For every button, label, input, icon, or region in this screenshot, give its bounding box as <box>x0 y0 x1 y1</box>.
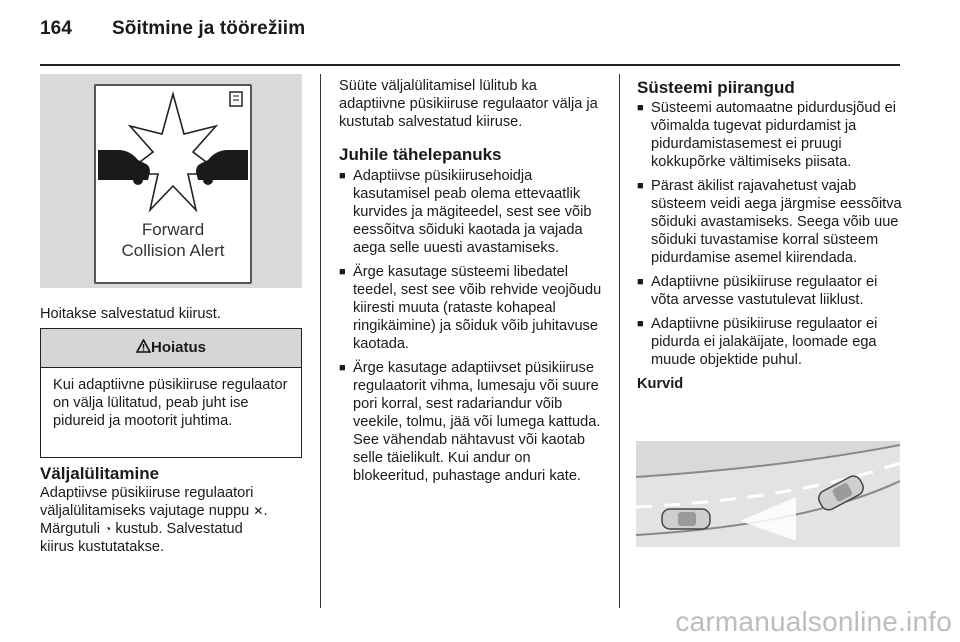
page-title: Sõitmine ja töörežiim <box>112 18 306 39</box>
column-2 <box>339 77 607 491</box>
car-right-icon <box>196 150 248 180</box>
limitations-list <box>637 99 905 369</box>
list-item: ■ Adaptiivne püsikiiruse regulaator ei pidurda ei jalakäijate, loomade ega muude objektide puhul. <box>637 315 905 369</box>
caption <box>40 305 310 323</box>
driver-notes-heading: Juhile tähelepanuks <box>339 145 502 164</box>
forward-collision-alert-figure <box>40 74 302 288</box>
alert-line-1: Forward <box>141 220 205 239</box>
caption-text: Hoitakse salvestatud kiirust. <box>40 306 221 322</box>
section-line: Märgutuli ◔ kustub. Salvestatud <box>40 521 243 537</box>
list-item: ■ Adaptiivse püsikiirusehoidja kasutamisel peab olema ettevaatlik kurvides ja mägiteedel, sest see võib eessõitva sõiduki kaotada ja vajada aega selle uuesti avastamiseks. <box>339 167 607 257</box>
section-line: kiirus kustutatakse. <box>40 539 165 555</box>
book-icon <box>230 92 242 106</box>
impact-star-icon <box>124 94 222 210</box>
warning-box <box>40 328 302 458</box>
page-number: 164 <box>40 18 73 39</box>
warning-text: Kui adaptiivne püsikiiruse regulaator on välja lülitatud, peab juht ise pidureid ja mootorit juhtima. <box>53 377 288 429</box>
section-line: Adaptiivse püsikiiruse regulaatori <box>40 485 254 501</box>
cruise-lamp-icon: ◔ <box>104 522 112 536</box>
column-divider <box>619 74 620 608</box>
alert-display <box>94 84 252 284</box>
alert-line-2: Collision Alert <box>121 241 225 260</box>
limitations-heading: Süsteemi piirangud <box>637 78 795 97</box>
list-item: ■ Ärge kasutage adaptiivset püsikiiruse regulaatorit vihma, lumesaju või suure pori korral, sest radariandur võib veekile, tolmu, jää või lumega kattuda. See vähendab nähtavust või kaotab selle täielikult. Kui andur on blokeeritud, puhastage anduri kate. <box>339 359 607 485</box>
list-item: ■ Ärge kasutage süsteemi libedatel teedel, sest see võib rehvide veojõudu kiiresti muuta (rataste kohapeal ringikäimine) ja sõiduk võib juhitavuse kaotada. <box>339 263 607 353</box>
cruise-cancel-icon: ✕ <box>253 504 264 518</box>
own-car-icon <box>662 509 710 529</box>
footer-watermark: carmanualsonline.info <box>675 606 952 637</box>
intro-text: Süüte väljalülitamisel lülitub ka adaptiivne püsikiiruse regulaator välja ja kustutab salvestatud kiiruse. <box>339 78 598 130</box>
list-item: ■ Adaptiivne püsikiiruse regulaator ei võta arvesse vastutulevat liiklust. <box>637 273 905 309</box>
column-3 <box>637 78 905 393</box>
section-deactivation <box>40 464 315 556</box>
list-item: ■ Pärast äkilist rajavahetust vajab süsteem veidi aega järgmise eessõitva sõiduki avastamiseks. Seega võib uue sõiduki tuvastamise korral süsteem pidurdamise asemel kiirendada. <box>637 177 905 267</box>
section-title: Väljalülitamine <box>40 464 160 483</box>
warning-header <box>41 329 301 368</box>
column-divider <box>320 74 321 608</box>
list-item: ■ Süsteemi automaatne pidurdusjõud ei võimalda tugevat pidurdamist ja pidurdamistasemest ei pruugi kokkupõrke vältimiseks piisata. <box>637 99 905 171</box>
curves-figure <box>636 441 900 547</box>
section-line: väljalülitamiseks vajutage nuppu ✕. <box>40 503 268 519</box>
header-rule <box>40 64 900 66</box>
curved-road-graphic <box>636 441 900 547</box>
car-left-icon <box>98 150 150 180</box>
warning-triangle-icon <box>136 339 151 353</box>
warning-title: Hoiatus <box>150 339 206 356</box>
driver-notes-list <box>339 167 607 485</box>
page-header <box>40 18 305 40</box>
curves-heading: Kurvid <box>637 376 684 392</box>
